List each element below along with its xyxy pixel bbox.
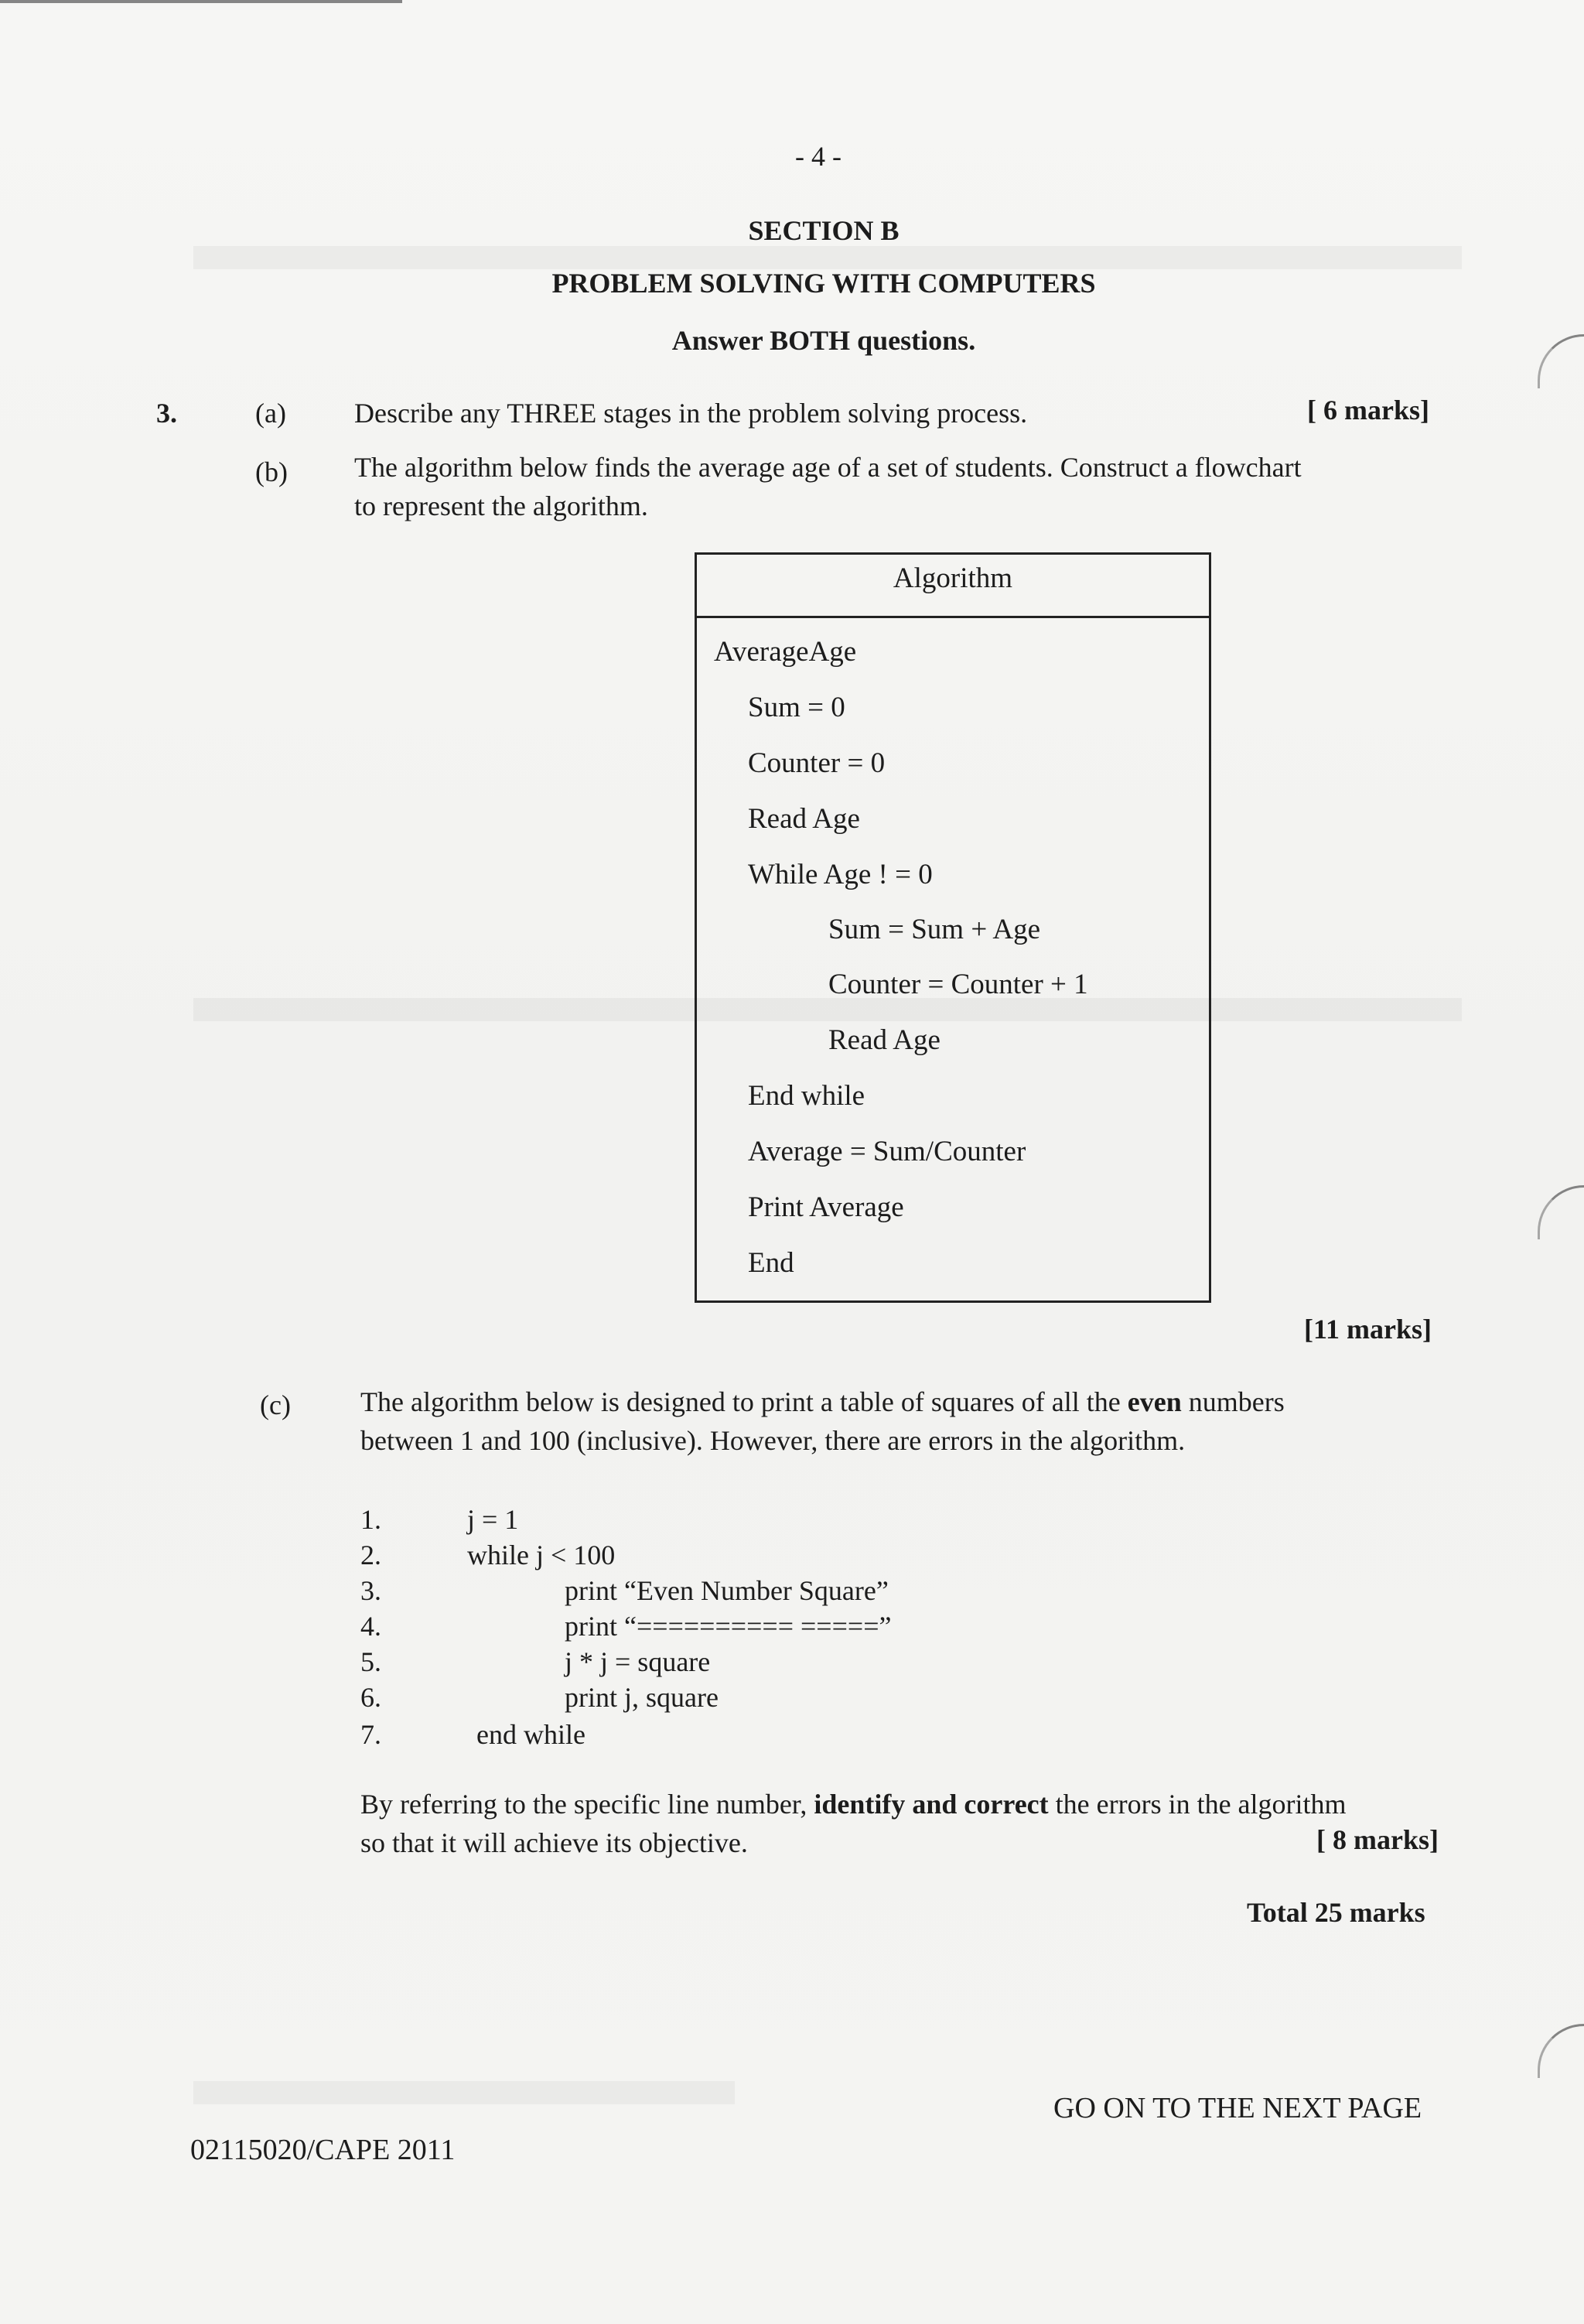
code-line-number: 7. xyxy=(360,1719,381,1750)
punch-mark xyxy=(1538,1185,1584,1239)
part-c-intro-text: The algorithm below is designed to print a table of squares of all the xyxy=(360,1386,1128,1417)
part-b-label: (b) xyxy=(255,456,288,487)
page-top-edge xyxy=(0,0,402,3)
algorithm-line: Sum = Sum + Age xyxy=(828,914,1041,945)
part-a-text: Describe any THREE stages in the problem solving process. xyxy=(354,398,1028,429)
algorithm-line: Read Age xyxy=(828,1024,940,1056)
algorithm-line: End xyxy=(748,1247,794,1279)
part-a-label: (a) xyxy=(255,398,286,429)
algorithm-header: Algorithm xyxy=(697,555,1209,618)
algorithm-line: Sum = 0 xyxy=(748,692,845,723)
part-c-closing-emphasis: identify and correct xyxy=(814,1789,1049,1820)
code-line-text: end while xyxy=(476,1719,585,1750)
algorithm-line: AverageAge xyxy=(714,636,857,668)
instruction: Answer BOTH questions. xyxy=(671,325,976,356)
code-line-text: print j, square xyxy=(565,1682,719,1713)
question-number: 3. xyxy=(156,398,177,429)
algorithm-line: Read Age xyxy=(748,803,860,835)
punch-mark xyxy=(1538,2024,1584,2078)
code-line-number: 6. xyxy=(360,1682,381,1713)
part-b-text-line1: The algorithm below finds the average age of a set of students. Construct a flowchart xyxy=(354,452,1302,483)
algorithm-line: Counter = Counter + 1 xyxy=(828,969,1088,1000)
code-line-number: 3. xyxy=(360,1575,381,1606)
part-b-text-line2: to represent the algorithm. xyxy=(354,490,648,521)
code-line-number: 2. xyxy=(360,1540,381,1570)
algorithm-line: End while xyxy=(748,1080,865,1112)
part-c-intro-text: numbers xyxy=(1181,1386,1285,1417)
algorithm-box xyxy=(695,552,1211,1303)
section-title: PROBLEM SOLVING WITH COMPUTERS xyxy=(551,268,1096,299)
page-number: - 4 - xyxy=(795,141,842,172)
code-line-number: 4. xyxy=(360,1611,381,1642)
part-c-intro-emphasis: even xyxy=(1127,1386,1182,1417)
code-line-text: print “========== =====” xyxy=(565,1611,892,1642)
algorithm-line: Print Average xyxy=(748,1191,904,1223)
algorithm-line: While Age ! = 0 xyxy=(748,859,933,890)
code-line-text: j * j = square xyxy=(565,1646,711,1677)
part-c-label: (c) xyxy=(260,1389,291,1420)
go-on-to-next-page: GO ON TO THE NEXT PAGE xyxy=(1053,2092,1422,2124)
section-heading: SECTION B xyxy=(748,215,900,246)
part-c-closing-text: the errors in the algorithm xyxy=(1048,1789,1347,1820)
code-line-number: 5. xyxy=(360,1646,381,1677)
part-c-closing-text: By referring to the specific line number, xyxy=(360,1789,814,1820)
part-b-marks: [11 marks] xyxy=(1304,1314,1432,1345)
paper-code: 02115020/CAPE 2011 xyxy=(190,2134,456,2166)
code-line-text: print “Even Number Square” xyxy=(565,1575,889,1606)
part-c-intro-line2: between 1 and 100 (inclusive). However, there are errors in the algorithm. xyxy=(360,1425,1186,1456)
part-c-closing-line1 xyxy=(360,1787,1347,1821)
code-line-text: j = 1 xyxy=(467,1504,519,1535)
total-marks: Total 25 marks xyxy=(1247,1897,1425,1928)
algorithm-line: Counter = 0 xyxy=(748,747,886,779)
part-a-marks: [ 6 marks] xyxy=(1307,395,1429,425)
code-line-number: 1. xyxy=(360,1504,381,1535)
bleed-through-shade xyxy=(193,2081,735,2104)
part-c-closing-line2: so that it will achieve its objective. xyxy=(360,1827,748,1858)
part-c-intro-line1 xyxy=(360,1385,1285,1419)
part-c-marks: [ 8 marks] xyxy=(1316,1824,1439,1855)
code-line-text: while j < 100 xyxy=(467,1540,616,1570)
algorithm-line: Average = Sum/Counter xyxy=(748,1136,1026,1167)
